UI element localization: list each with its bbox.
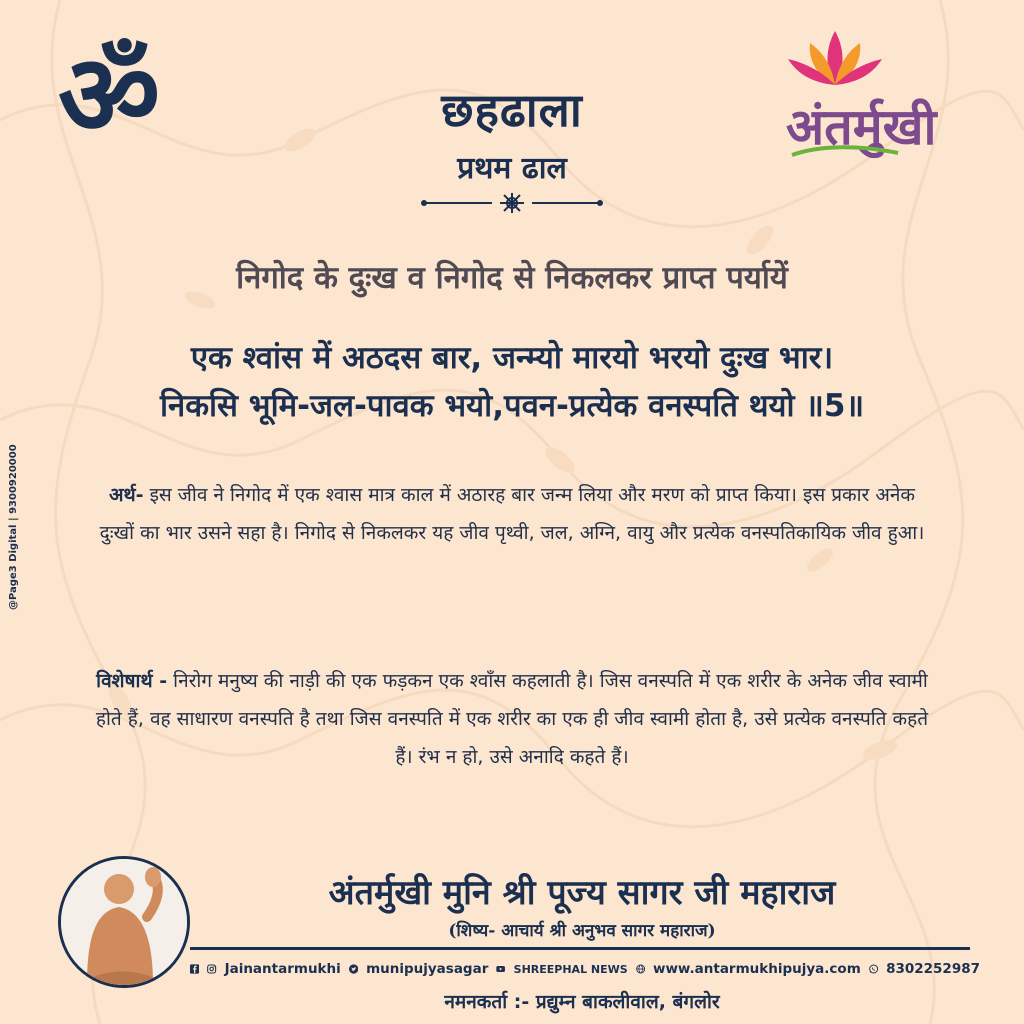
logo-underline-icon: [790, 145, 900, 159]
lotus-icon: [780, 25, 890, 95]
meaning-label: अर्थ-: [109, 484, 144, 506]
page-title: छहढाला: [441, 83, 583, 137]
logo-text: अंतर्मुखी: [786, 97, 937, 156]
section-heading: निगोद के दुःख व निगोद से निकलकर प्राप्त पर्यायें: [236, 260, 788, 296]
muni-name: अंतर्मुखी मुनि श्री पूज्य सागर जी महाराज: [328, 873, 836, 913]
phone-number-link[interactable]: 8302252987: [886, 961, 980, 977]
globe-icon[interactable]: [636, 962, 645, 976]
youtube-channel-link[interactable]: SHREEPHAL NEWS: [513, 962, 628, 976]
instagram-icon[interactable]: [207, 962, 216, 976]
disciple-line: (शिष्य- आचार्य श्री अनुभव सागर महाराज): [448, 921, 716, 941]
whatsapp-icon[interactable]: [869, 962, 878, 976]
website-link[interactable]: www.antarmukhipujya.com: [652, 961, 861, 977]
special-meaning-text: निरोग मनुष्य की नाड़ी की एक फड़कन एक श्वाँस कहलाती है। जिस वनस्पति में एक शरीर के अनेक जीव स्वामी होते हैं, वह साधारण वनस्पति है तथा जिस वनस्पति में एक शरीर का एक ही जीव स्वामी होता है, उसे प्रत्येक वनस्पति कहते हैं। रंभ न हो, उसे अनादि कहते हैं।: [95, 670, 929, 768]
monk-portrait-icon: [61, 859, 187, 985]
twitter-icon[interactable]: [349, 962, 358, 976]
meaning-paragraph: [90, 476, 934, 552]
special-meaning-label: विशेषार्थ -: [96, 670, 168, 692]
social-handle-link[interactable]: Jainantarmukhi: [224, 961, 341, 977]
ornament-divider-icon: [420, 192, 604, 214]
namankarta-line: नमनकर्ता :- प्रद्युम्न बाकलीवाल, बंगलोर: [444, 991, 720, 1013]
antarmukhi-logo: [780, 25, 980, 175]
page-subtitle: प्रथम ढाल: [457, 151, 567, 186]
meaning-text: इस जीव ने निगोद में एक श्वास मात्र काल में अठारह बार जन्म लिया और मरण को प्राप्त किया। इस प्रकार अनेक दुःखों का भार उसने सहा है। निगोद से निकलकर यह जीव पृथ्वी, जल, अग्नि, वायु और प्रत्येक वनस्पतिकायिक जीव हुआ।: [99, 484, 925, 544]
contact-bar: [190, 958, 980, 980]
verse-block: [0, 334, 1024, 430]
side-credit: @Page3 Digital | 9300920000: [8, 444, 19, 610]
facebook-icon[interactable]: [190, 962, 199, 976]
om-glyph: ॐ: [58, 30, 161, 161]
youtube-icon[interactable]: [496, 962, 505, 976]
twitter-handle-link[interactable]: munipujyasagar: [366, 961, 489, 977]
verse-line-1: एक श्वांस में अठदस बार, जन्म्यो मारयो भरयो दुःख भार।: [190, 340, 834, 376]
verse-line-2: निकसि भूमि-जल-पावक भयो,पवन-प्रत्येक वनस्पति थयो ॥5॥: [159, 388, 865, 424]
muni-avatar: [58, 856, 190, 988]
footer-divider: [190, 947, 970, 950]
special-meaning-paragraph: [90, 662, 934, 776]
